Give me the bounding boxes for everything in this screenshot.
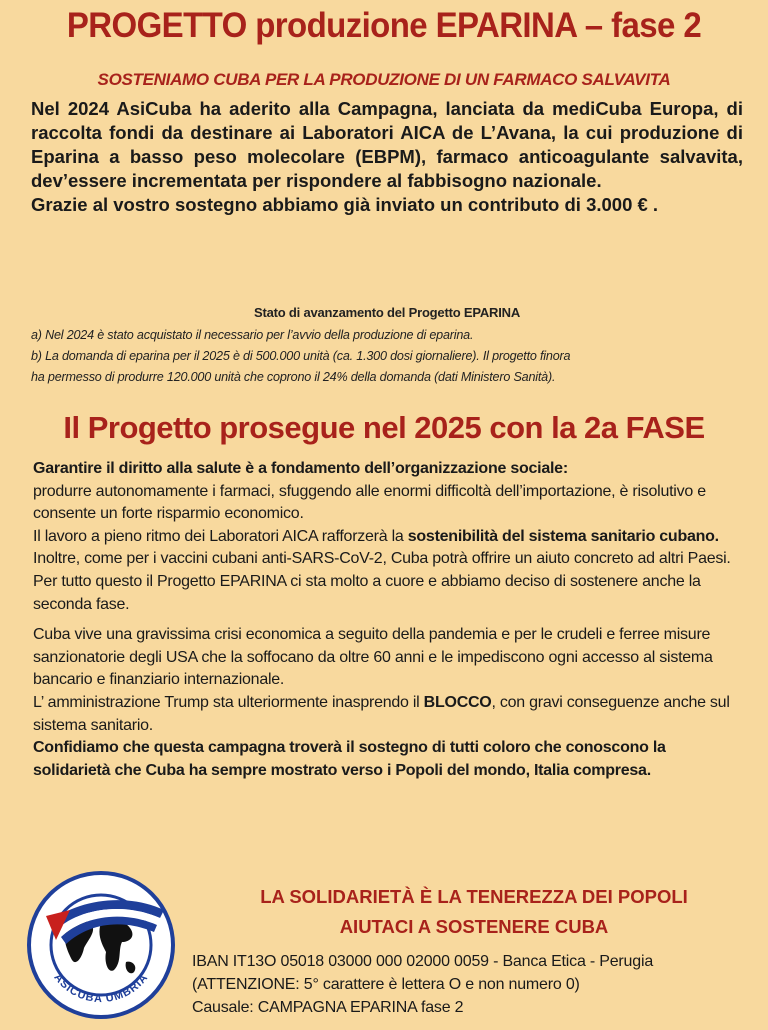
status-title: Stato di avanzamento del Progetto EPARINA — [253, 305, 521, 320]
iban-note: (ATTENZIONE: 5° carattere è lettera O e non numero 0) — [192, 976, 580, 993]
paragraph-text: L’ amministrazione Trump sta ulteriormente inasprendo il — [33, 693, 424, 711]
paragraph-text: produrre autonomamente i farmaci, sfuggendo alle enormi difficoltà dell’importazione, è risolutivo e consente un forte risparmio economico. — [33, 482, 706, 523]
intro-section — [31, 97, 743, 217]
page-subtitle: SOSTENIAMO CUBA PER LA PRODUZIONE DI UN FARMACO SALVAVITA — [97, 70, 671, 89]
status-line: a) Nel 2024 è stato acquistato il necessario per l’avvio della produzione di eparina. — [31, 328, 474, 342]
paragraph-sustainability — [33, 526, 745, 571]
bold-statement: Confidiamo che questa campagna troverà il sostegno di tutti coloro che conoscono la solidarietà che Cuba ha sempre mostrato verso i Popoli del mondo, Italia compresa. — [33, 739, 666, 779]
asicuba-logo — [26, 870, 176, 1020]
progress-status — [31, 302, 743, 388]
paragraph-text: Inoltre, come per i vaccini cubani anti-SARS-CoV-2, Cuba potrà offrire un aiuto concreto ad altri Paesi. — [33, 550, 731, 568]
slogan-line: LA SOLIDARIETÀ È LA TENEREZZA DEI POPOLI — [260, 886, 688, 907]
bold-statement: sostenibilità del sistema sanitario cubano. — [407, 527, 719, 545]
status-line: b) La domanda di eparina per il 2025 è di 500.000 unità (ca. 1.300 dosi giornaliere). Il progetto finora — [31, 349, 571, 363]
phase2-heading: Il Progetto prosegue nel 2025 con la 2a FASE — [63, 410, 705, 445]
bold-statement: BLOCCO — [423, 693, 492, 711]
paragraph-text: , con gravi conseguenze anche sul sistema sanitario. — [33, 693, 730, 734]
paragraph-support: Per tutto questo il Progetto EPARINA ci sta molto a cuore e abbiamo deciso di sostenere anche la seconda fase. — [33, 572, 701, 613]
contribution-text: Grazie al vostro sostegno abbiamo già inviato un contributo di 3.000 € . — [31, 194, 659, 215]
iban-text: IBAN IT13O 05018 03000 000 02000 0059 - Banca Etica - Perugia — [192, 953, 654, 970]
phase2-body — [33, 458, 745, 782]
footer-slogan — [180, 882, 768, 942]
paragraph-blockade — [33, 692, 745, 737]
bold-statement: Garantire il diritto alla salute è a fondamento dell’organizzazione sociale: — [33, 460, 568, 477]
page-title: PROGETTO produzione EPARINA – fase 2 — [66, 4, 702, 45]
paragraph-text: Il lavoro a pieno ritmo dei Laboratori AICA rafforzerà la — [33, 527, 408, 545]
status-line: ha permesso di produrre 120.000 unità che coprono il 24% della domanda (dati Ministero Sanità). — [31, 370, 556, 384]
payment-causale: Causale: CAMPAGNA EPARINA fase 2 — [192, 999, 464, 1016]
globe-icon — [26, 870, 176, 1020]
paragraph-health-right — [33, 458, 745, 526]
paragraph-crisis: Cuba vive una gravissima crisi economica a seguito della pandemia e per le crudeli e ferree misure sanzionatorie degli USA che la soffocano da oltre 60 anni e le impediscono ogni accesso al sistema bancario e finanziario internazionale. — [33, 626, 713, 689]
bank-details — [192, 950, 762, 1019]
logo-text: ASICUBA UMBRIA — [51, 971, 151, 1006]
paragraph-appeal — [33, 737, 745, 782]
slogan-line: AIUTACI A SOSTENERE CUBA — [339, 916, 609, 937]
intro-paragraph: Nel 2024 AsiCuba ha aderito alla Campagna, lanciata da mediCuba Europa, di raccolta fondi da destinare ai Laboratori AICA de L’Avana, la cui produzione di Eparina a basso peso molecolare (EBPM), farmaco anticoagulante salvavita, dev’essere incrementata per rispondere al fabbisogno nazionale. — [31, 98, 743, 191]
